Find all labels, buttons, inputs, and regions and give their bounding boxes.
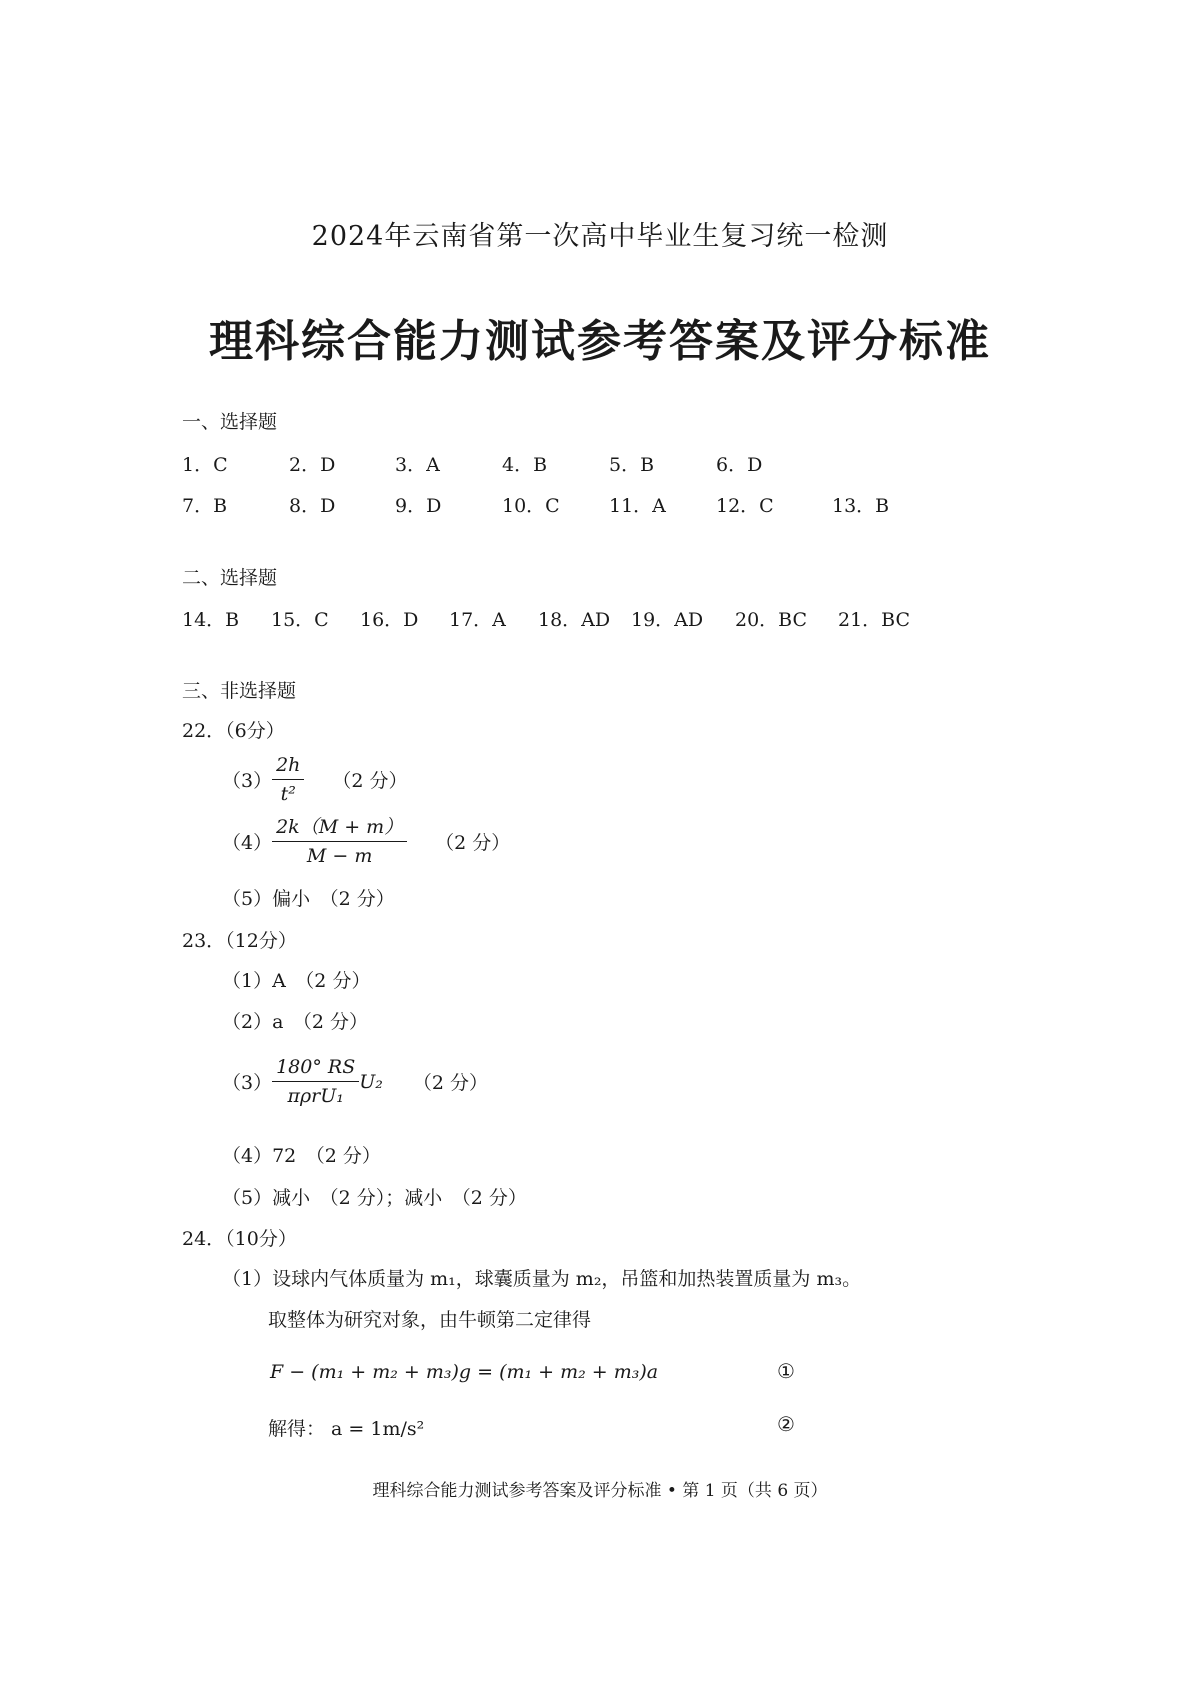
q22-part3-fraction (272, 753, 304, 806)
section3-heading: 三、非选择题 (182, 680, 297, 702)
q24-part1-line2: 取整体为研究对象，由牛顿第二定律得 (268, 1309, 592, 1331)
q23-part3-numerator: 180° RS (272, 1055, 359, 1082)
answer-20: 20．BC (735, 609, 808, 631)
answer-11: 11．A (609, 495, 666, 517)
q22-part3 (222, 753, 408, 806)
answer-6: 6．D (716, 454, 763, 476)
answer-2: 2．D (289, 454, 336, 476)
q22-part4-score: （2 分） (435, 832, 511, 854)
q22-part3-numerator: 2h (272, 753, 304, 780)
equation-2-marker: ② (777, 1412, 795, 1436)
equation-1-marker: ① (777, 1359, 795, 1383)
q22-part4-denominator: M − m (306, 845, 373, 867)
section2-heading: 二、选择题 (182, 567, 278, 589)
q22-part3-score: （2 分） (332, 770, 408, 792)
q22-part4 (222, 815, 510, 868)
answer-1: 1．C (182, 454, 228, 476)
answer-21: 21．BC (838, 609, 911, 631)
answer-12: 12．C (716, 495, 774, 517)
answer-13: 13．B (832, 495, 890, 517)
answer-9: 9．D (395, 495, 442, 517)
answer-16: 16．D (360, 609, 419, 631)
q22-part5: （5）偏小 （2 分） (222, 888, 395, 910)
page-footer: 理科综合能力测试参考答案及评分标准 • 第 1 页（共 6 页） (372, 1481, 828, 1501)
q23-part3-score: （2 分） (412, 1072, 489, 1094)
answer-5: 5．B (609, 454, 655, 476)
section1-heading: 一、选择题 (182, 411, 278, 433)
q22-part4-numerator: 2k（M + m） (272, 815, 407, 842)
answer-10: 10．C (502, 495, 560, 517)
q23-part3-label: （3） (222, 1072, 273, 1094)
q23-part5: （5）减小 （2 分）；减小 （2 分） (222, 1187, 527, 1209)
q23-label: 23．（12分） (182, 930, 297, 952)
q22-part3-label: （3） (222, 770, 273, 792)
q22-part4-fraction (272, 815, 407, 868)
document-subtitle: 2024年云南省第一次高中毕业生复习统一检测 (311, 221, 889, 252)
q23-part4: （4）72 （2 分） (222, 1145, 381, 1167)
answer-4: 4．B (502, 454, 548, 476)
q24-equation-2: 解得： a = 1m/s² (268, 1418, 425, 1440)
document-title: 理科综合能力测试参考答案及评分标准 (209, 316, 991, 367)
q23-part2: （2）a （2 分） (222, 1011, 369, 1033)
q24-part1-line1: （1）设球内气体质量为 m₁，球囊质量为 m₂，吊篮和加热装置质量为 m₃。 (222, 1268, 862, 1290)
q23-part3 (222, 1055, 488, 1108)
q23-part3-denominator: πρrU₁ (287, 1085, 344, 1107)
answer-7: 7．B (182, 495, 228, 517)
answer-3: 3．A (395, 454, 440, 476)
answer-19: 19．AD (631, 609, 704, 631)
q23-part1: （1）A （2 分） (222, 970, 371, 992)
answer-18: 18．AD (538, 609, 611, 631)
answer-14: 14．B (182, 609, 240, 631)
q23-part3-tail: U₂ (359, 1070, 383, 1093)
answer-15: 15．C (271, 609, 329, 631)
q22-part4-label: （4） (222, 832, 273, 854)
q24-label: 24．（10分） (182, 1228, 297, 1250)
answer-8: 8．D (289, 495, 336, 517)
answer-17: 17．A (449, 609, 506, 631)
q22-part3-denominator: t² (280, 783, 296, 805)
q24-equation-1: F − (m₁ + m₂ + m₃)g = (m₁ + m₂ + m₃)a (270, 1361, 659, 1383)
q22-label: 22．（6分） (182, 720, 285, 742)
q23-part3-fraction (272, 1055, 359, 1108)
